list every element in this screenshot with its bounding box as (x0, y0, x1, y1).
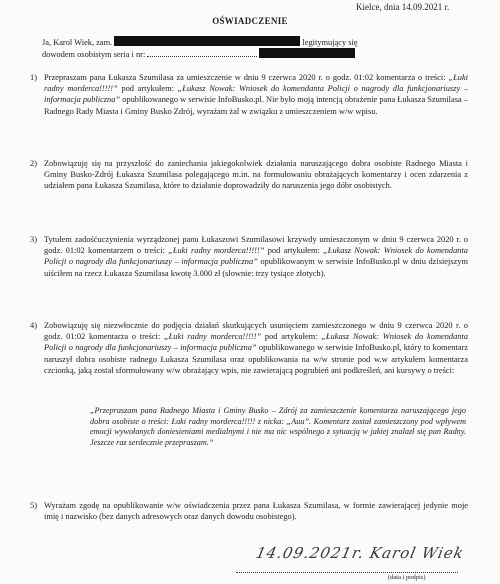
item-text-part: opublikowanego w serwisie InfoBusko.pl, który to komentarz naruszył dobra osobiste radnego Łukasza Szumilasa oraz opublikowania na w/w stronie pod w.w artykułem komentarza czcionką, jaką został sformułowany w/w obrażający wpis, nie zawierającą pogrubień ani podkreśleń, ani kursywy o treści: (44, 343, 468, 375)
list-item-5 (30, 500, 468, 522)
redacted-id-number (259, 48, 355, 58)
quoted-comment: „Łuki radny morderca!!!!!” (168, 246, 265, 256)
item-text: Wyrażam zgodę na opublikowanie w/w oświadczenia przez pana Łukasza Szumilasa, w formie zawierającej jedynie moje imię i nazwisko (bez danych adresowych oraz danych dowodu osobistego). (44, 501, 468, 522)
item-number: 2) (30, 159, 37, 168)
item-text-part: pod artykułem: (117, 84, 178, 94)
item-text-part: pod artykułem: (261, 332, 322, 342)
item-number: 1) (30, 73, 37, 82)
item-number: 4) (30, 321, 37, 330)
item-text-part: Przepraszam pana Łukasza Szumilasa za umieszczenie w dniu 9 czerwca 2020 r. o godz. 01:02 komentarza o treści: (44, 73, 449, 82)
intro-name: Ja, Karol Wiek, zam. (42, 38, 113, 47)
item-text-part: pod artykułem: (264, 246, 324, 256)
quoted-comment: „Łuki radny morderca!!!!!” (44, 73, 468, 94)
item-text-part: Tytułem zadośćuczynienia wyrządzonej panu Łukaszowi Szumilasowi krzywdy umieszczonym w dniu 9 czerwca 2020 r. o godz. 01:02 komentarzem o treści: (44, 235, 468, 256)
intro-id-series: dowodem osobistym seria i nr: (42, 50, 146, 60)
item-text-part: opublikowanego w serwisie InfoBusko.pl. Nie było moją intencją obrażenie pana Łukasza Szumilasa – Radnego Rady Miasta i Gminy Busko Zdrój, wyrażam żal w związku z umieszczeniem w/w wpisu. (44, 95, 468, 116)
handwritten-signature: 14.09.2021r. Karol Wiek (254, 544, 466, 562)
list-item-3 (30, 234, 468, 279)
article-title: „Łukasz Nowak: Wniosek do komendanta Policji o nagrody dla funkcjonariuszy – informacja publiczna” (44, 332, 468, 353)
article-title: „Łukasz Nowak: Wniosek do komendanta Policji o nagrody dla funkcjonariuszy – informacja publiczna” (44, 84, 469, 105)
quoted-comment: „Łuki radny morderca!!!!!” (163, 332, 262, 342)
list-item-2 (30, 158, 468, 192)
item-text: Zobowiązuję się na przyszłość do zaniechania jakiegokolwiek działania naruszającego dobra osobiste Radnego Miasta i Gminy Busko-Zdrój Łukasza Szumilasa polegającego m.in. na formułowaniu obrażających komentarzy i ocen zdarzenia z udziałem pana Łukasza Szumilasa, które to działanie doprowadziły do naruszenia jego dóbr osobistych. (44, 159, 468, 191)
intro-paragraph (42, 36, 462, 60)
item-text (44, 72, 468, 117)
item-text-part: opublikowanym w serwisie InfoBusko.pl w dniu dzisiejszym uiściłem na rzecz Łukasza Szumilasa kwotę 3.000 zł (słownie: trzy tysiące złotych). (44, 257, 468, 278)
redacted-address (114, 36, 300, 46)
item-number: 3) (30, 235, 37, 244)
place-date: Kielce, dnia 14.09.2021 r. (356, 2, 450, 12)
list-item-4 (30, 320, 468, 376)
item-text (44, 320, 468, 376)
item-text (44, 234, 468, 279)
apology-quote: „Przepraszam pana Radnego Miasta i Gminy Busko – Zdrój za zamieszczenie komentarza naruszającego jego dobra osobiste o treści: Łuki radny morderca!!!!! z nicka: „Auu”. Komentarz został zamieszczony pod wpływem emocji wywołanych doniesieniami medialnymi i nie ma nic wspólnego z sytuacją w jakiej znalazł się pan Radny. Jeszcze raz serdecznie przepraszam.” (90, 406, 466, 447)
id-number-field (147, 48, 257, 57)
item-number: 5) (30, 501, 37, 510)
signature-caption: (data i podpis) (388, 574, 426, 581)
document-title: OŚWIADCZENIE (212, 16, 288, 26)
list-item-1 (30, 72, 469, 117)
item-text-part: Zobowiązuję się niezwłocznie do podjęcia działań skutkujących usunięciem zamieszczonego w dniu 9 czerwca 2020 r. o godz. 01:02 komentarza o treści: (44, 321, 468, 342)
intro-id-label: legitymujący się (302, 38, 358, 47)
article-title: „Łukasz Nowak: Wniosek do komendanta Policji o nagrody dla funkcjonariuszy – informacja publiczna” (44, 246, 468, 267)
